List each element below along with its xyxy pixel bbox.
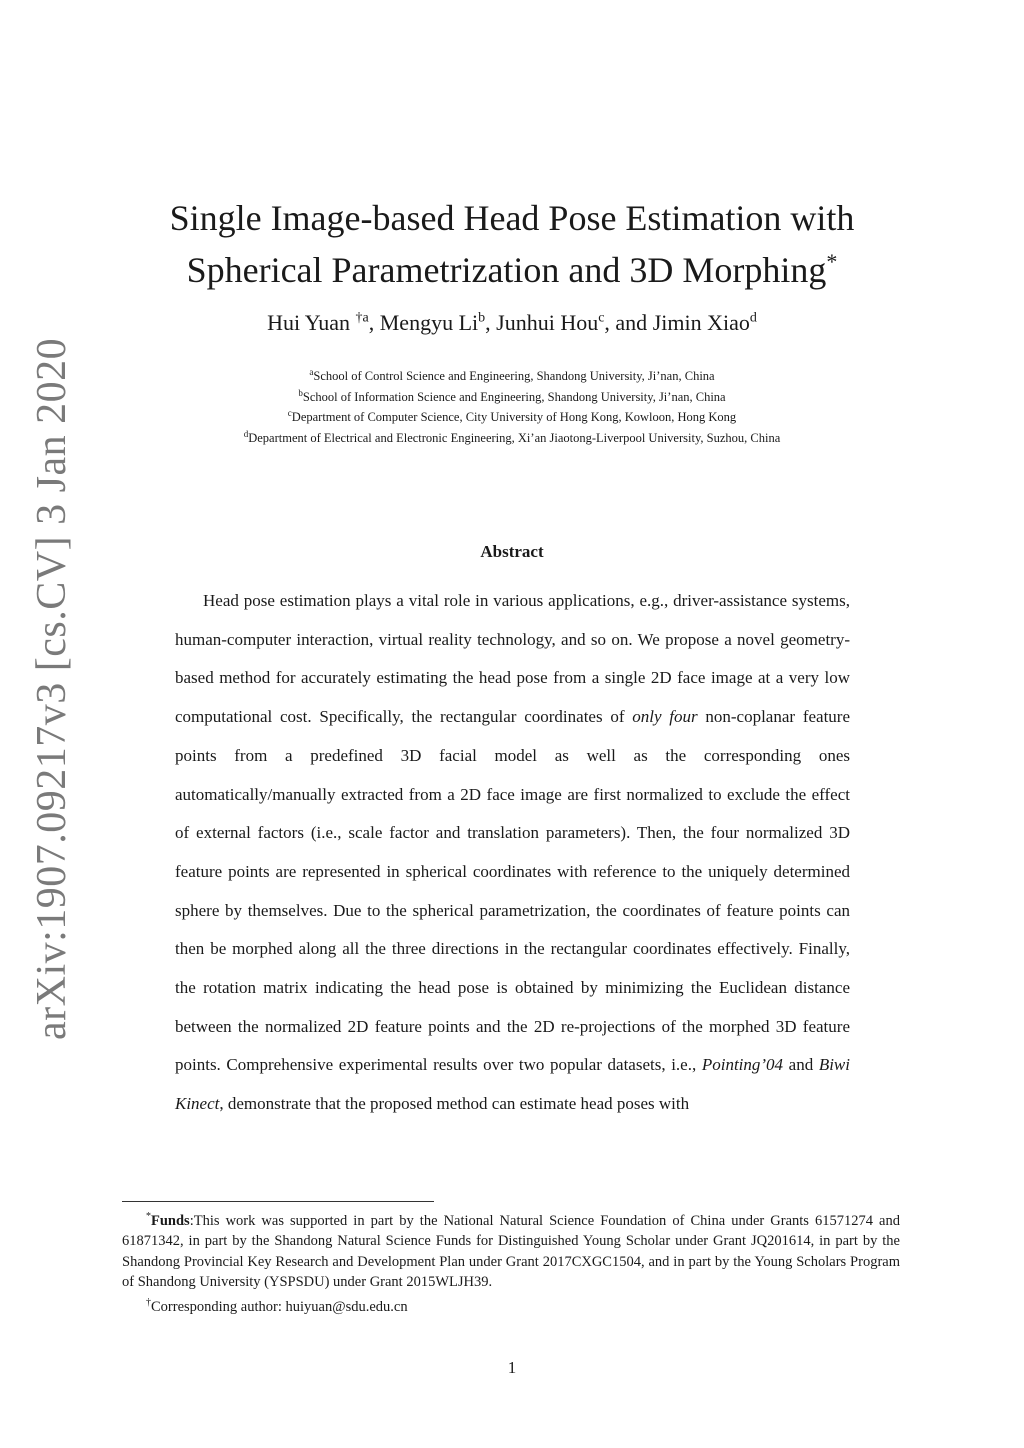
corresponding-author-footnote	[122, 1293, 900, 1317]
page-number: 1	[507, 1358, 517, 1377]
title-line-2-text: Spherical Parametrization and 3D Morphing	[186, 250, 827, 290]
affiliation-list	[140, 364, 884, 447]
abstract-text: Head pose estimation plays a vital role in various applications, e.g., driver-assistance systems, human-computer interaction, virtual reality technology, and so on. We propose a novel geometry-based method for accurately estimating the head pose from a single 2D face image at a very low computational cost. Specifically, the rectangular coordinates of	[175, 591, 850, 727]
footnote-rule	[122, 1201, 434, 1202]
author-separator: ,	[485, 310, 497, 335]
affiliation-mark: b	[298, 387, 303, 398]
affiliation-text: Department of Computer Science, City University of Hong Kong, Kowloon, Hong Kong	[291, 410, 737, 425]
abstract-emphasis: only four	[632, 707, 698, 727]
affiliation-mark: c	[287, 408, 292, 419]
affiliation	[140, 385, 884, 406]
title-line-1: Single Image-based Head Pose Estimation with	[169, 198, 855, 238]
author-separator: , and	[604, 310, 653, 335]
affiliation-mark: d	[243, 428, 249, 439]
affiliation	[140, 405, 884, 426]
title-footnote-mark: *	[826, 249, 838, 274]
affiliation-text: School of Information Science and Engineering, Shandong University, Ji’nan, China	[302, 389, 726, 404]
arxiv-stamp: arXiv:1907.09217v3 [cs.CV] 3 Jan 2020	[29, 337, 75, 1040]
abstract-text: non-coplanar feature points from a predefined 3D facial model as well as the corresponding ones automatically/manually extracted from a 2D face image are first normalized to exclude the effect of external factors (i.e., scale factor and translation parameters). Then, the four normalized 3D feature points are represented in spherical coordinates with reference to the uniquely determined sphere by themselves. Due to the spherical parametrization, the coordinates of feature points can then be morphed along all the three directions in the rectangular coordinates effectively. Finally, the rotation matrix indicating the head pose is obtained by minimizing the Euclidean distance between the normalized 2D feature points and the 2D re-projections of the morphed 3D feature points. Comprehensive experimental results over two popular datasets, i.e.,	[175, 707, 850, 1075]
dataset-name-biwi: Biwi Kinect	[175, 1055, 850, 1114]
funds-label: Funds	[151, 1212, 190, 1229]
author-name: Junhui Hou	[496, 310, 599, 335]
affiliation-text: School of Control Science and Engineering, Shandong University, Ji’nan, China	[313, 369, 715, 384]
author-list	[140, 310, 884, 336]
paper-title	[140, 196, 884, 292]
corresponding-footnote-mark: †	[146, 1296, 151, 1308]
author-affil-mark: †a	[355, 310, 369, 326]
dataset-name-pointing: Pointing’04	[701, 1055, 784, 1075]
author-affil-mark: d	[749, 310, 757, 326]
author-name: Hui Yuan	[267, 310, 351, 335]
funds-footnote-mark: *	[146, 1211, 151, 1222]
author-name: Jimin Xiao	[652, 310, 750, 335]
footnotes	[122, 1207, 900, 1317]
funds-text: :This work was supported in part by the National Natural Science Foundation of China under Grants 61571274 and 61871342, in part by the Shandong Natural Science Funds for Distinguished Young Scholar under Grant JQ201614, in part by the Shandong Provincial Key Research and Development Plan under Grant 2017CXGC1504, and in part by the Young Scholars Program of Shandong University (YSPSDU) under Grant 2015WLJH39.	[122, 1212, 900, 1291]
title-line-2	[140, 240, 884, 292]
author-affil-mark: c	[598, 310, 605, 326]
abstract-text: , demonstrate that the proposed method can estimate head poses with	[219, 1094, 690, 1114]
corresponding-author-text: Corresponding author: huiyuan@sdu.edu.cn	[151, 1298, 408, 1315]
affiliation	[140, 426, 884, 447]
affiliation	[140, 364, 884, 385]
author-separator: ,	[368, 310, 380, 335]
author-affil-mark: b	[478, 310, 486, 326]
abstract-body	[175, 582, 850, 1124]
funds-footnote	[122, 1207, 900, 1293]
author-name: Mengyu Li	[379, 310, 479, 335]
abstract-text: and	[783, 1055, 819, 1075]
affiliation-mark: a	[309, 367, 314, 377]
abstract-heading: Abstract	[480, 542, 544, 561]
affiliation-text: Department of Electrical and Electronic Engineering, Xi’an Jiaotong-Liverpool University, Suzhou, China	[248, 431, 781, 446]
